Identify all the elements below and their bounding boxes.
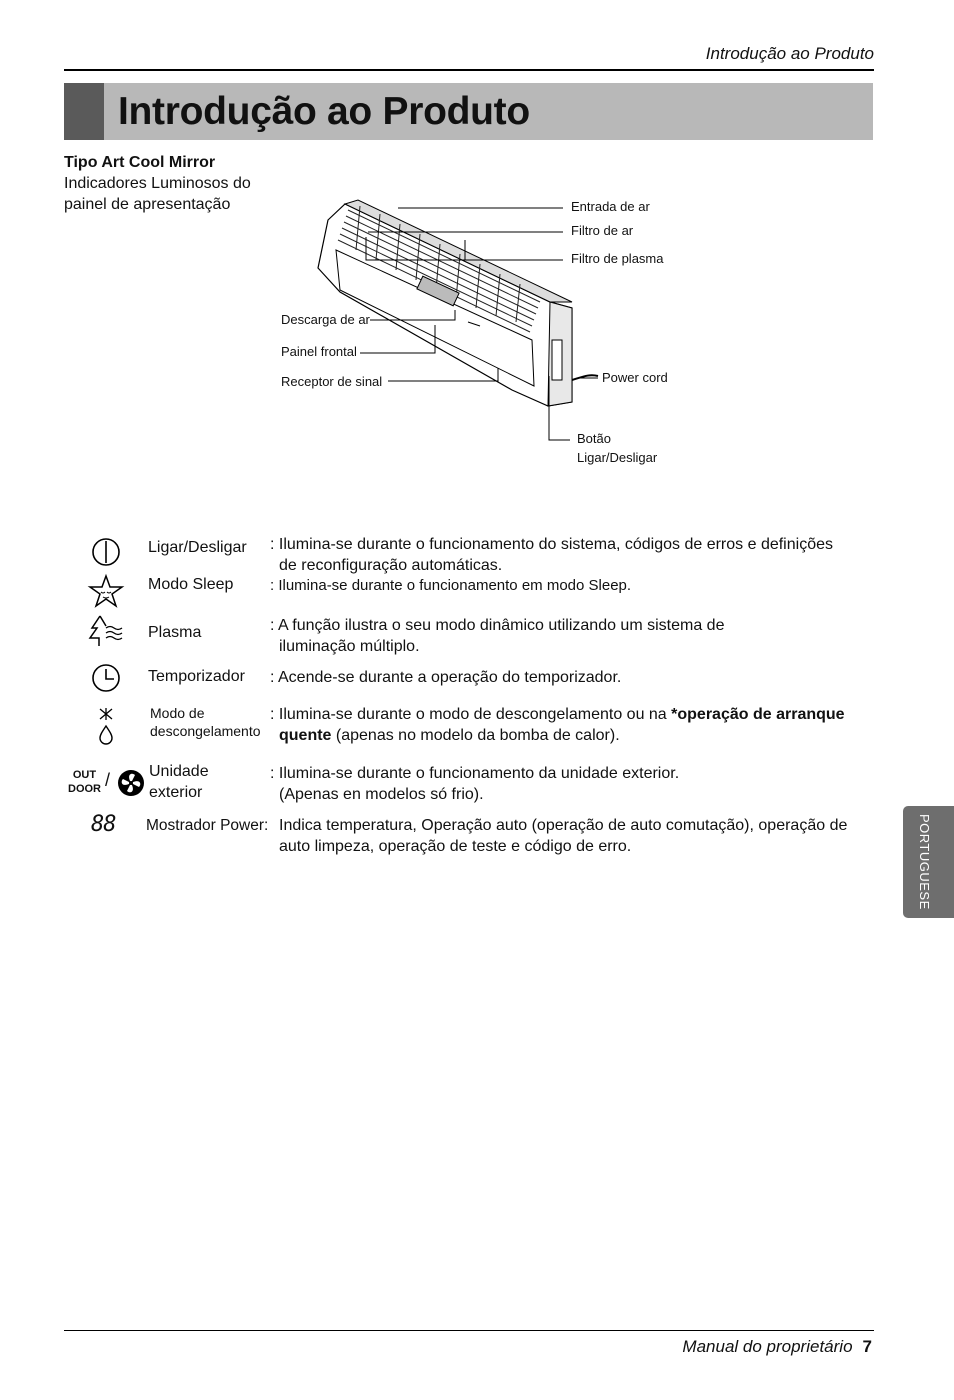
outdoor-icon-door: DOOR [68,783,101,795]
indicator-desc-power [270,534,833,576]
indicator-desc-defrost-line1a: : Ilumina-se durante o modo de descongelamento ou na [270,706,672,723]
page-title: Introdução ao Produto [118,90,530,133]
indicator-label-sleep: Modo Sleep [148,576,234,593]
indicator-desc-plasma-line1: : A função ilustra o seu modo dinâmico utilizando um sistema de [270,617,725,634]
indicator-label-power: Ligar/Desligar [148,539,247,556]
power-icon [90,536,122,568]
page-number: 7 [862,1337,872,1356]
label-front-panel: Painel frontal [281,344,357,359]
indicator-label-outdoor [149,761,209,803]
indicator-desc-display-line1: Indica temperatura, Operação auto (operação de auto comutação), operação de [279,817,848,834]
indicator-desc-defrost-line1b: *operação de arranque [671,706,845,723]
plasma-tree-icon [88,614,124,648]
indicator-label-defrost-line2: descongelamento [150,723,261,739]
running-header: Introdução ao Produto [705,44,874,63]
indicator-desc-defrost-line2b: (apenas no modelo da bomba de calor). [331,727,620,744]
indicator-desc-display [279,815,847,857]
language-side-tab-label: PORTUGUESE [917,814,932,910]
digital-display-icon: 88 [91,812,116,837]
intro-line-1: Indicadores Luminosos do [64,175,251,192]
indicator-label-defrost-line1: Modo de [150,705,205,721]
indicator-desc-outdoor-line2: (Apenas en modelos só frio). [279,786,484,803]
indicator-desc-plasma [270,615,724,657]
callout-leader-lines [0,0,954,500]
timer-clock-icon [90,662,122,694]
indicator-desc-defrost-line2a: quente [279,727,332,744]
label-onoff-button-line1: Botão [577,431,611,446]
label-power-cord: Power cord [602,370,668,385]
language-side-tab [903,806,954,918]
sleep-star-icon [88,574,124,608]
outdoor-icon-slash: / [105,770,111,790]
indicator-label-plasma: Plasma [148,624,202,641]
outdoor-fan-icon [116,768,146,798]
outdoor-text-icon [68,768,101,796]
indicator-label-outdoor-line2: exterior [149,784,203,801]
outdoor-icon-out: OUT [72,769,97,781]
indicator-label-outdoor-line1: Unidade [149,763,209,780]
indicator-desc-defrost [270,704,845,746]
indicator-desc-power-line2: de reconfiguração automáticas. [279,557,503,574]
indicator-desc-timer: : Acende-se durante a operação do temporizador. [270,669,622,686]
label-signal-receiver: Receptor de sinal [281,374,383,389]
indicator-desc-outdoor-line1: : Ilumina-se durante o funcionamento da unidade exterior. [270,765,680,782]
footer [682,1337,872,1357]
indicator-desc-power-line1: : Ilumina-se durante o funcionamento do sistema, códigos de erros e definições [270,536,833,553]
label-air-filter: Filtro de ar [571,223,634,238]
label-air-outlet: Descarga de ar [281,312,370,327]
indicator-desc-sleep: : Ilumina-se durante o funcionamento em modo Sleep. [270,577,632,594]
indicator-desc-plasma-line2: iluminação múltiplo. [279,638,420,655]
footer-manual-title: Manual do proprietário [682,1337,853,1356]
intro-heading: Tipo Art Cool Mirror [64,154,216,171]
defrost-icon [94,706,120,746]
indicator-label-timer: Temporizador [148,668,245,685]
indicator-label-display: Mostrador Power: [146,817,269,834]
indicator-label-defrost [150,704,261,740]
label-onoff-button-line2: Ligar/Desligar [577,450,658,465]
footer-rule [64,1330,874,1331]
intro-line-2: painel de apresentação [64,196,231,213]
label-plasma-filter: Filtro de plasma [571,251,664,266]
label-air-inlet: Entrada de ar [571,199,650,214]
indicator-desc-outdoor [270,763,679,805]
indicator-desc-display-line2: auto limpeza, operação de teste e código de erro. [279,838,632,855]
